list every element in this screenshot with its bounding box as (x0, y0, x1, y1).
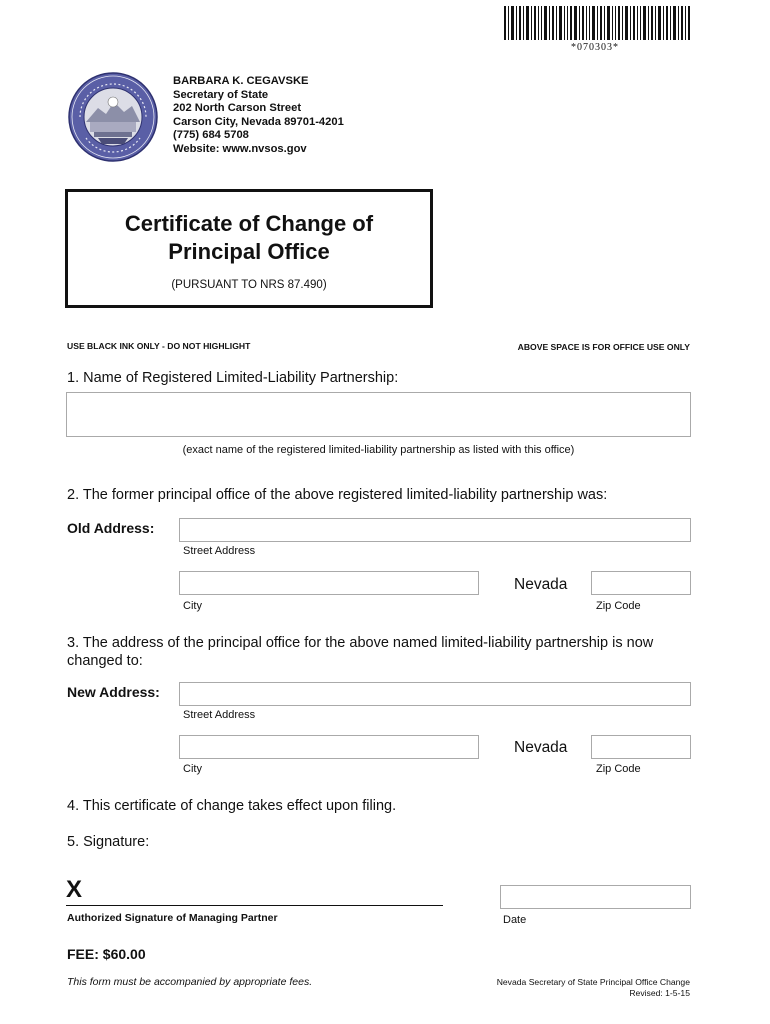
office-use-notice: ABOVE SPACE IS FOR OFFICE USE ONLY (517, 342, 690, 352)
question-2: 2. The former principal office of the above registered limited-liability partnership was: (67, 487, 608, 503)
date-caption: Date (503, 914, 527, 926)
partnership-name-field[interactable] (66, 392, 691, 437)
form-revision-info (440, 977, 690, 999)
form-title-line2: Principal Office (168, 239, 330, 264)
new-city-caption: City (183, 763, 202, 775)
title-box (65, 189, 433, 308)
office-title: Secretary of State (173, 88, 269, 101)
form-name: Nevada Secretary of State Principal Office Change (496, 977, 690, 987)
signature-line[interactable] (66, 905, 443, 906)
question-1: 1. Name of Registered Limited-Liability Partnership: (67, 370, 399, 386)
barcode-number: *070303* (571, 42, 619, 53)
form-revised: Revised: 1-5-15 (629, 988, 690, 998)
new-state-text: Nevada (514, 739, 568, 756)
old-city-caption: City (183, 600, 202, 612)
new-city-field[interactable] (179, 735, 479, 759)
old-street-field[interactable] (179, 518, 691, 542)
form-subtitle: (PURSUANT TO NRS 87.490) (171, 279, 327, 291)
old-state-text: Nevada (514, 576, 568, 593)
office-info (173, 75, 344, 157)
old-address-label: Old Address: (67, 520, 155, 536)
fee-text: FEE: $60.00 (67, 946, 146, 962)
new-address-label: New Address: (67, 684, 160, 700)
signature-heading: 5. Signature: (67, 834, 150, 850)
new-zip-field[interactable] (591, 735, 691, 759)
old-street-caption: Street Address (183, 545, 256, 557)
new-zip-caption: Zip Code (596, 763, 641, 775)
new-street-field[interactable] (179, 682, 691, 706)
old-zip-caption: Zip Code (596, 600, 641, 612)
signature-caption: Authorized Signature of Managing Partner (67, 912, 278, 924)
statement-4: 4. This certificate of change takes effect upon filing. (67, 798, 397, 814)
question-3-line1: 3. The address of the principal office for the above named limited-liability partnership is now (67, 635, 654, 651)
office-street: 202 North Carson Street (173, 102, 302, 115)
signature-x-mark: X (66, 876, 83, 903)
office-website: Website: www.nvsos.gov (173, 142, 307, 155)
ink-notice: USE BLACK INK ONLY - DO NOT HIGHLIGHT (67, 341, 251, 351)
old-zip-field[interactable] (591, 571, 691, 595)
question-3 (67, 634, 653, 670)
form-title (68, 210, 430, 266)
new-street-caption: Street Address (183, 709, 256, 721)
office-city: Carson City, Nevada 89701-4201 (173, 115, 344, 128)
old-city-field[interactable] (179, 571, 479, 595)
date-field[interactable] (500, 885, 691, 909)
form-title-line1: Certificate of Change of (124, 211, 374, 236)
office-phone: (775) 684 5708 (173, 129, 249, 142)
barcode (504, 6, 690, 40)
state-seal-icon (68, 72, 158, 162)
fee-note: This form must be accompanied by appropriate fees. (67, 976, 313, 988)
partnership-name-caption: (exact name of the registered limited-liability partnership as listed with this office) (182, 444, 575, 456)
question-3-line2: changed to: (67, 653, 143, 669)
office-name: BARBARA K. CEGAVSKE (173, 75, 309, 87)
